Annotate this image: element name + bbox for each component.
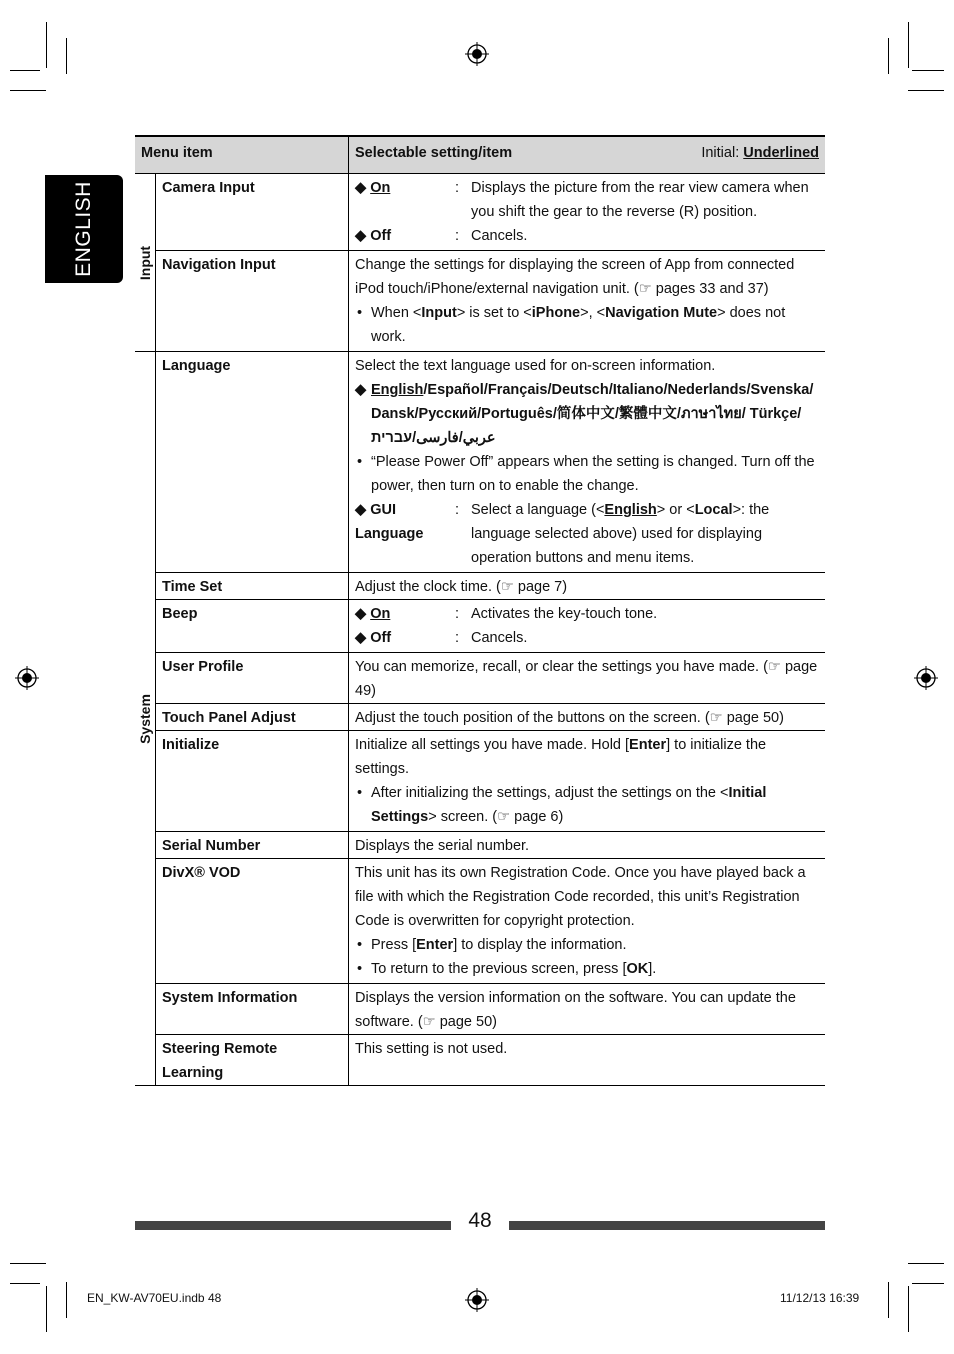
crop-mark xyxy=(908,90,944,91)
table-row-camera-input xyxy=(135,174,825,251)
desc-camera-input xyxy=(349,174,826,251)
table-row-touch-panel-adjust xyxy=(135,704,825,731)
header-setting-label: Selectable setting/item xyxy=(355,145,513,161)
table-row-divx-vod xyxy=(135,859,825,984)
desc-touch-panel-adjust: Adjust the touch position of the buttons on the screen. (☞ page 50) xyxy=(349,704,826,731)
desc-time-set: Adjust the clock time. (☞ page 7) xyxy=(349,573,826,600)
desc-steering-remote-learning: This setting is not used. xyxy=(349,1035,826,1086)
item-language: Language xyxy=(156,352,349,573)
crop-mark xyxy=(66,38,67,74)
footer-file-info: EN_KW-AV70EU.indb 48 xyxy=(87,1291,222,1305)
crop-mark xyxy=(10,90,46,91)
crop-mark xyxy=(10,1283,40,1284)
footer-timestamp: 11/12/13 16:39 xyxy=(780,1291,860,1305)
note: • When <Input> is set to <iPhone>, <Navigation Mute> does not work. xyxy=(355,301,819,349)
language-tab xyxy=(45,175,123,283)
crop-mark xyxy=(46,1286,47,1332)
desc-text: Select the text language used for on-screen information. xyxy=(355,358,716,374)
page-bar-right xyxy=(509,1221,825,1230)
page-number: 48 xyxy=(468,1209,492,1232)
header-menu-item: Menu item xyxy=(135,136,349,174)
crop-mark xyxy=(66,1282,67,1318)
item-initialize: Initialize xyxy=(156,731,349,832)
desc-divx-vod xyxy=(349,859,826,984)
desc-user-profile: You can memorize, recall, or clear the settings you have made. (☞ page 49) xyxy=(349,653,826,704)
note: • After initializing the settings, adjust the settings on the <Initial Settings> screen. (☞ page 6) xyxy=(355,781,819,829)
item-touch-panel-adjust: Touch Panel Adjust xyxy=(156,704,349,731)
note: • “Please Power Off” appears when the setting is changed. Turn off the power, then turn on to enable the change. xyxy=(355,450,819,498)
item-steering-remote-learning: Steering Remote Learning xyxy=(156,1035,349,1086)
table-row-system-information xyxy=(135,984,825,1035)
option-value: Cancels. xyxy=(471,630,528,646)
item-beep: Beep xyxy=(156,600,349,653)
table-row-language xyxy=(135,352,825,573)
option-gui-language: ◆ GUI Language : Select a language (<English> or <Local>: the language selected above) used for displaying operation buttons and menu items. xyxy=(355,498,819,570)
settings-table xyxy=(135,135,825,1086)
page-bar-left xyxy=(135,1221,451,1230)
header-initial xyxy=(701,141,819,165)
item-navigation-input: Navigation Input xyxy=(156,251,349,352)
desc-language xyxy=(349,352,826,573)
note: • To return to the previous screen, press [OK]. xyxy=(355,957,819,981)
option-on: ◆ On : Activates the key-touch tone. xyxy=(355,602,819,626)
item-camera-input: Camera Input xyxy=(156,174,349,251)
option-value: Cancels. xyxy=(471,228,528,244)
desc-initialize xyxy=(349,731,826,832)
item-divx-vod: DivX® VOD xyxy=(156,859,349,984)
crop-mark xyxy=(46,22,47,68)
registration-mark-icon xyxy=(914,666,938,690)
desc-system-information: Displays the version information on the software. You can update the software. (☞ page 50) xyxy=(349,984,826,1035)
option-value: Displays the picture from the rear view camera when you shift the gear to the reverse (R) position. xyxy=(471,180,809,220)
crop-mark xyxy=(908,22,909,68)
option-value: Select a language (<English> or <Local>: the language selected above) used for displaying operation buttons and menu items. xyxy=(471,502,770,566)
table-header xyxy=(135,136,825,174)
crop-mark xyxy=(912,70,944,71)
option-key: ◆ Off xyxy=(355,228,392,244)
table-row-navigation-input xyxy=(135,251,825,352)
option-off: ◆ Off : Cancels. xyxy=(355,224,819,248)
table-row-steering-remote-learning xyxy=(135,1035,825,1086)
group-input-label: Input xyxy=(137,245,153,280)
header-initial-value: Underlined xyxy=(743,145,819,161)
crop-mark xyxy=(908,1286,909,1332)
table-row-initialize xyxy=(135,731,825,832)
group-input xyxy=(135,174,156,352)
desc-text: Initialize all settings you have made. Hold [Enter] to initialize the settings. xyxy=(355,737,767,777)
group-system xyxy=(135,352,156,1086)
table-row-time-set xyxy=(135,573,825,600)
note: • Press [Enter] to display the information. xyxy=(355,933,819,957)
desc-beep xyxy=(349,600,826,653)
registration-mark-icon xyxy=(465,42,489,66)
desc-text: This unit has its own Registration Code. Once you have played back a file with which the Registration Code recorded, this unit’s Registration Code is overwritten for copyright protection. xyxy=(355,865,806,929)
desc-text: Change the settings for displaying the screen of App from connected iPod touch/iPhone/external navigation unit. (☞ pages 33 and 37) xyxy=(355,257,795,297)
option-key: ◆ On xyxy=(355,606,391,622)
item-serial-number: Serial Number xyxy=(156,832,349,859)
option-key: ◆ GUI Language xyxy=(355,502,424,542)
crop-mark xyxy=(10,70,40,71)
option-on: ◆ On : Displays the picture from the rear view camera when you shift the gear to the reverse (R) position. xyxy=(355,176,819,224)
option-key: ◆ Off xyxy=(355,630,392,646)
crop-mark xyxy=(10,1263,46,1264)
crop-mark xyxy=(908,1263,944,1264)
header-setting xyxy=(349,136,826,174)
option-off: ◆ Off : Cancels. xyxy=(355,626,819,650)
group-system-label: System xyxy=(137,693,153,744)
option-value: Activates the key-touch tone. xyxy=(471,606,658,622)
option-key: ◆ On xyxy=(355,180,391,196)
language-list: • ◆ English/Español/Français/Deutsch/Italiano/Nederlands/Svenska/ Dansk/Русский/Português/简体中文/繁體中文/ภาษาไทย/ Türkçe/عربي/فارسی/עברית xyxy=(355,378,819,450)
desc-navigation-input xyxy=(349,251,826,352)
item-time-set: Time Set xyxy=(156,573,349,600)
crop-mark xyxy=(888,1282,889,1318)
registration-mark-icon xyxy=(15,666,39,690)
registration-mark-icon xyxy=(465,1288,489,1312)
crop-mark xyxy=(912,1283,944,1284)
item-system-information: System Information xyxy=(156,984,349,1035)
table-row-user-profile xyxy=(135,653,825,704)
item-user-profile: User Profile xyxy=(156,653,349,704)
desc-serial-number: Displays the serial number. xyxy=(349,832,826,859)
table-row-serial-number xyxy=(135,832,825,859)
table-row-beep xyxy=(135,600,825,653)
language-tab-label: ENGLISH xyxy=(72,181,95,277)
crop-mark xyxy=(888,38,889,74)
header-initial-label: Initial: xyxy=(701,145,740,161)
